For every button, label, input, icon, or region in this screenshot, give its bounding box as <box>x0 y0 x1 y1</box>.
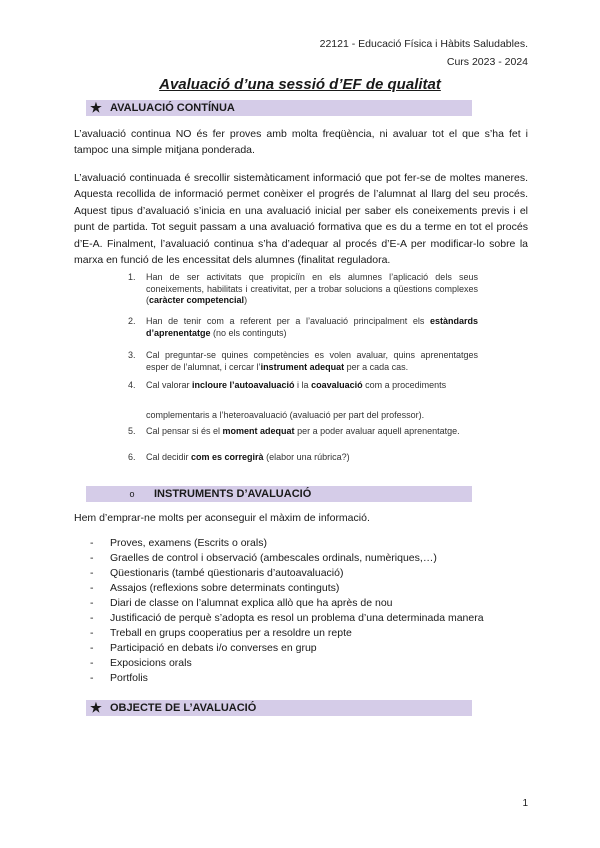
paragraph-line: d’E-A. Finalment, l’avaluació continua s’ha d’adequar al procés d’E-A per modificar-lo sobre la <box>74 237 528 250</box>
paragraph-line: L’avaluació continuada é srecollir sistemàticament informació que pot fer-se de moltes maneres. <box>74 172 528 184</box>
section-avaluacio-continua <box>86 100 472 116</box>
list-item: - Justificació de perquè s’adopta es resol un problema d’una determinada manera <box>90 612 484 624</box>
star-icon: ★ <box>90 100 102 115</box>
list-item: - Exposicions orals <box>90 657 192 669</box>
list-item: - Assajos (reflexions sobre determinats continguts) <box>90 582 340 594</box>
list-item: - Portfolis <box>90 672 148 684</box>
list-item: - Treball en grups cooperatius per a resoldre un repte <box>90 627 352 639</box>
list-item: - Proves, examens (Escrits o orals) <box>90 537 267 549</box>
numbered-criteria-list: 1. Han de ser activitats que propiciïn en els alumnes l’aplicació dels seus coneixements, habilitats i creativitat, per a trobar solucions a qüestions complexes (caràcter competencial) 2. Han de tenir com a referent per a l’avaluació principalment els estàndards d’aprenentatge (no els continguts) 3. Cal preguntar-se quines competències es volen avaluar, quins aprenentatges esper de l’alumnat, i cercar l’instrument adequat per a cada cas. 4. Cal valorar incloure l’autoavaluació i la coavaluació com a procediments complementaris a l’heteroavaluació (avaluació per part del professor). 5. Cal pensar si és el moment adequat per a poder avaluar aquell aprenentatge. 6. Cal decidir com es corregirà (elabor una rúbrica?) <box>128 272 478 462</box>
section-objecte-avaluacio <box>86 700 472 716</box>
list-item: - Participació en debats i/o converses en grup <box>90 642 317 654</box>
paragraph-line: L’avaluació continua NO és fer proves amb molta freqüència, ni avaluar tot el que s’ha fet i <box>74 128 528 140</box>
paragraph-1 <box>74 126 528 159</box>
list-item: - Qüestionaris (també qüestionaris d’autoavaluació) <box>90 567 344 579</box>
paragraph-line: Aquesta recollida de informació permet conèixer el progrés de l’alumnat al llarg del seu procés. <box>74 188 528 201</box>
year-header: Curs 2023 - 2024 <box>446 56 528 68</box>
paragraph-line: Aquest tipus d’avaluació s’inicia en una avaluació inicial per saber els coneixements previs i el <box>74 204 528 217</box>
instruments-intro: Hem d’emprar-ne molts per aconseguir el màxim de informació. <box>74 512 370 524</box>
section-label: INSTRUMENTS D’AVALUACIÓ <box>154 488 312 500</box>
list-item: - Graelles de control i observació (ambescales ordinals, numèriques,…) <box>90 552 437 564</box>
paragraph-line: marxa en funció de les encessitat dels alumnes (finalitat reguladora. <box>74 254 391 267</box>
paragraph-line: punt de partida. Tot seguit passam a una avaluació formativa que es du a terme en tot el procés <box>74 221 528 234</box>
paragraph-line: tampoc una simple mitjana ponderada. <box>74 144 255 157</box>
circle-bullet-icon: o <box>129 489 135 499</box>
instruments-list <box>90 536 530 686</box>
star-icon: ★ <box>90 700 102 715</box>
page-title: Avaluació d’una sessió d’EF de qualitat <box>159 76 441 93</box>
section-instruments <box>86 486 472 502</box>
list-item: - Diari de classe on l’alumnat explica allò que ha après de nou <box>90 597 393 609</box>
course-header: 22121 - Educació Física i Hàbits Saludables. <box>319 38 528 50</box>
paragraph-2 <box>74 170 528 268</box>
section-label: AVALUACIÓ CONTÍNUA <box>110 102 235 114</box>
section-label: OBJECTE DE L’AVALUACIÓ <box>110 702 257 714</box>
page-number: 1 <box>522 798 528 809</box>
